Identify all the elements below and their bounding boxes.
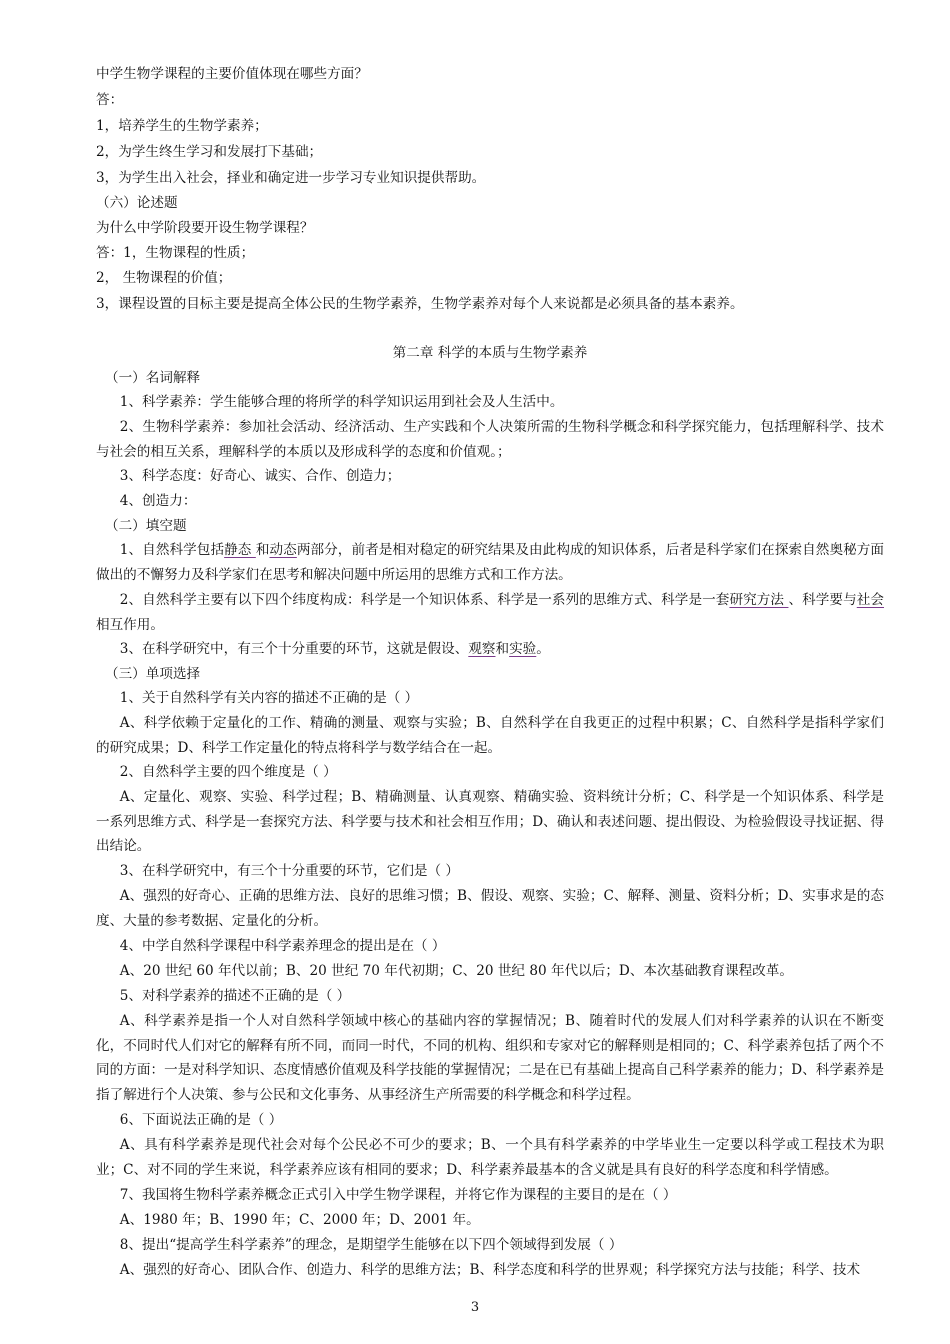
section-heading: （一）名词解释 [105,370,201,386]
section-heading: （二）填空题 [105,518,187,534]
fill-blank-item [96,538,884,587]
definition-item: 4、创造力： [119,493,197,509]
mcq-options: A、1980 年；B、1990 年；C、2000 年；D、2001 年。 [119,1212,480,1228]
answer-item: 答：1，生物课程的性质； [96,245,255,261]
mcq-options: A、强烈的好奇心、正确的思维方法、良好的思维习惯；B、假设、观察、实验；C、解释、测量、资料分析；D、实事求是的态度、大量的参考数据、定量化的分析。 [96,888,884,929]
mcq-question: 7、我国将生物科学素养概念正式引入中学生物学课程，并将它作为课程的主要目的是在（ ） [119,1187,677,1203]
mcq-question: 8、提出“提高学生科学素养”的理念，是期望学生能够在以下四个领域得到发展（ ） [119,1237,623,1253]
answer-item: 3，课程设置的目标主要是提高全体公民的生物学素养，生物学素养对每个人来说都是必须具备的基本素养。 [96,296,744,312]
text: 2、自然科学主要有以下四个纬度构成：科学是一个知识体系、科学是一系列的思维方式、科学是一套 [119,592,730,608]
blank-answer: 静态 [224,542,256,558]
section-heading: （六）论述题 [96,195,178,211]
mcq-question: 6、下面说法正确的是（ ） [119,1112,283,1128]
fill-blank-item [96,637,884,662]
text: 两部分，前者是相对稳定的研究结果及由此构成的知识体系，后者是科学家们在探索自然奥秘方面做出的不懈努力及科学家们在思考和解决问题中所运用的思维方式和工作方法。 [96,542,885,583]
mcq-question: 5、对科学素养的描述不正确的是（ ） [119,988,351,1004]
text: 、科学要与 [788,592,857,608]
mcq-options: A、科学素养是指一个人对自然科学领域中核心的基础内容的掌握情况；B、随着时代的发展人们对科学素养的认识在不断变化，不同时代人们对它的解释有所不同，而同一时代，不同的机构、组织和专家对它的解释则是相同的；C、科学素养包括了两个不同的方面：一是对科学知识、态度情感价值观及科学技能的掌握情况；二是在已有基础上提高自己科学素养的能力；D、科学素养是指了解进行个人决策、参与公民和文化事务、从事经济生产所需要的科学概念和科学过程。 [96,1013,884,1103]
blank-answer: 研究方法 [729,592,789,608]
definition-item: 1、科学素养：学生能够合理的将所学的科学知识运用到社会及人生活中。 [119,394,564,410]
text: 相互作用。 [96,616,164,633]
blank-answer: 实验 [509,641,537,657]
mcq-options: A、强烈的好奇心、团队合作、创造力、科学的思维方法；B、科学态度和科学的世界观；科学探究方法与技能；科学、技术 [119,1262,861,1278]
blank-answer: 社会 [856,592,885,608]
text: 。 [536,641,550,657]
answer-item: 3，为学生出入社会，择业和确定进一步学习专业知识提供帮助。 [96,170,486,186]
blank-answer: 观察 [468,641,496,657]
text: 1、自然科学包括 [119,542,225,558]
mcq-question: 3、在科学研究中，有三个十分重要的环节，它们是（ ） [119,863,460,879]
mcq-question: 2、自然科学主要的四个维度是（ ） [119,764,337,780]
text: 3、在科学研究中，有三个十分重要的环节，这就是假设、 [119,641,469,657]
answer-item: 2， 生物课程的价值； [96,270,232,286]
chapter-title: 第二章 科学的本质与生物学素养 [392,345,588,361]
mcq-options: A、定量化、观察、实验、科学过程；B、精确测量、认真观察、精确实验、资料统计分析；C、科学是一个知识体系、科学是一系列思维方式、科学是一套探究方法、科学要与技术和社会相互作用；D、确认和表述问题、提出假设、为检验假设寻找证据、得出结论。 [96,789,884,854]
blank-answer: 动态 [269,542,297,558]
answer-label: 答： [96,92,124,108]
section-heading: （三）单项选择 [105,666,201,682]
mcq-question: 4、中学自然科学课程中科学素养理念的提出是在（ ） [119,938,446,954]
text: 和 [495,641,510,657]
text: 和 [255,542,270,558]
question-text: 为什么中学阶段要开设生物学课程？ [96,220,314,236]
mcq-question: 1、关于自然科学有关内容的描述不正确的是（ ） [119,690,419,706]
definition-item: 3、科学态度：好奇心、诚实、合作、创造力； [119,468,401,484]
question-text: 中学生物学课程的主要价值体现在哪些方面？ [96,66,368,82]
definition-item: 2、生物科学素养：参加社会活动、经济活动、生产实践和个人决策所需的生物科学概念和科学探究能力，包括理解科学、技术与社会的相互关系，理解科学的本质以及形成科学的态度和价值观。； [96,419,884,460]
mcq-options: A、具有科学素养是现代社会对每个公民必不可少的要求；B、一个具有科学素养的中学毕业生一定要以科学或工程技术为职业；C、对不同的学生来说，科学素养应该有相同的要求；D、科学素养最基本的含义就是具有良好的科学态度和科学情感。 [96,1137,884,1178]
fill-blank-item [96,588,884,637]
mcq-options: A、科学依赖于定量化的工作、精确的测量、观察与实验；B、自然科学在自我更正的过程中积累；C、自然科学是指科学家们的研究成果；D、科学工作定量化的特点将科学与数学结合在一起。 [96,715,884,756]
page-number: 3 [470,1300,480,1315]
answer-item: 2，为学生终生学习和发展打下基础； [96,144,323,160]
answer-item: 1，培养学生的生物学素养； [96,118,268,134]
mcq-options: A、20 世纪 60 年代以前；B、20 世纪 70 年代初期；C、20 世纪 80 年代以后；D、本次基础教育课程改革。 [119,963,793,979]
